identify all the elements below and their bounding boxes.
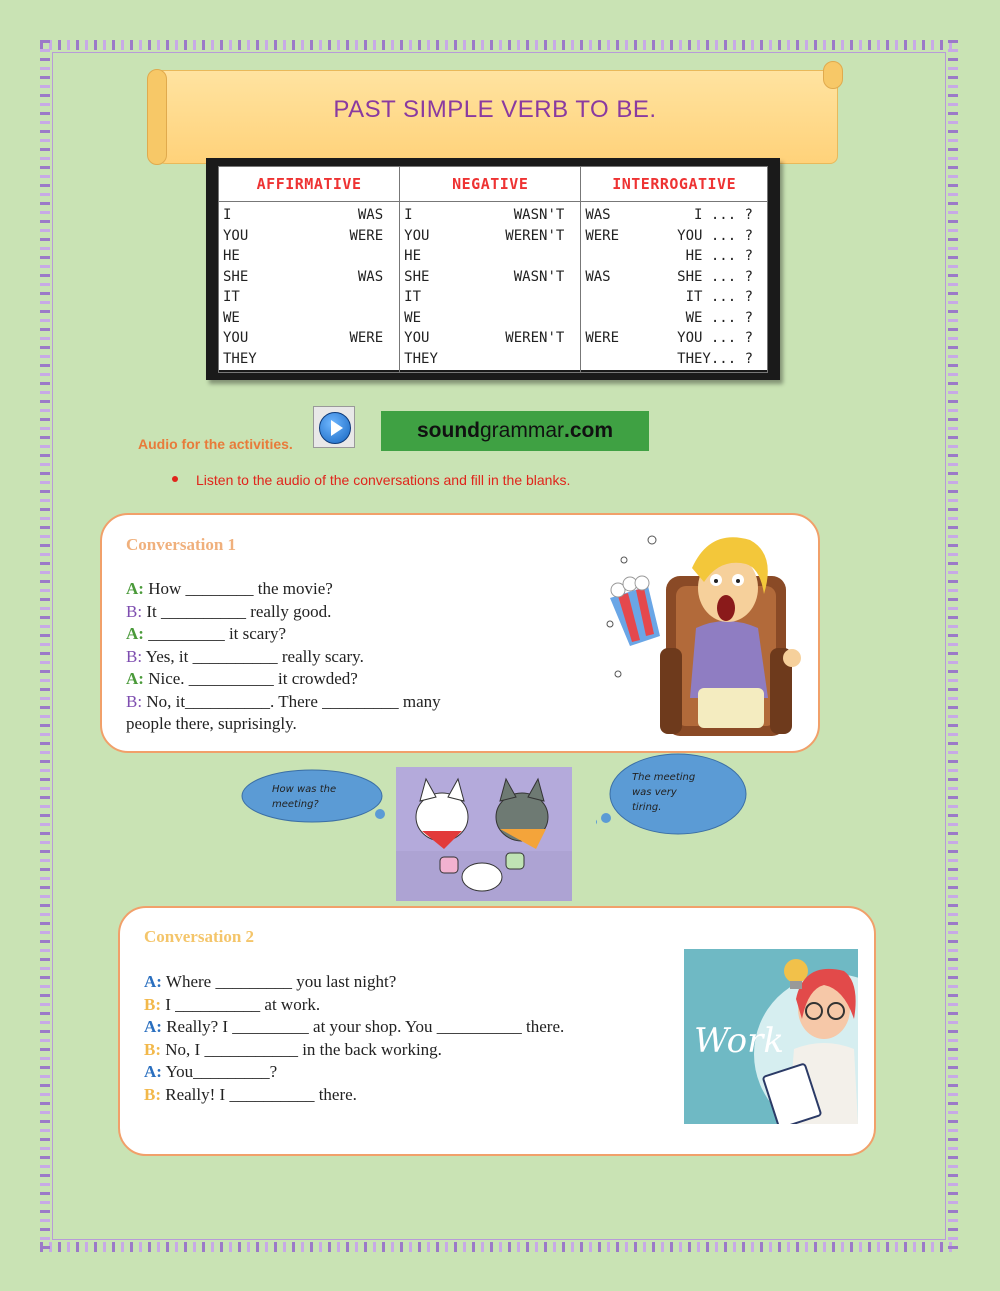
interrogative-row [585, 287, 763, 308]
dialog-line: B: No, it__________. There _________ many [126, 691, 441, 711]
pronoun-cell: SHE [404, 268, 430, 285]
affirmative-row [223, 246, 395, 267]
work-text: Work [694, 1021, 784, 1061]
verb-cell: WAS [357, 268, 384, 285]
pronoun-cell: YOU [223, 227, 249, 244]
verb-cell: THEY... ? [677, 350, 753, 367]
conversation-1-lines [126, 578, 526, 736]
instruction-text: Listen to the audio of the conversations and fill in the blanks. [196, 472, 571, 488]
verb-cell: WERE [349, 227, 384, 244]
pronoun-cell: YOU [404, 330, 430, 346]
pronoun-cell: WE [223, 309, 240, 326]
pronoun-cell: HE [404, 248, 422, 264]
title-scroll-banner [152, 70, 838, 164]
logo-mid: grammar [479, 419, 564, 442]
pronoun-cell: WERE [585, 330, 620, 346]
affirmative-row [223, 349, 395, 370]
negative-row [404, 287, 576, 308]
pronoun-cell: WE [404, 309, 422, 326]
pronoun-cell: THEY [404, 350, 438, 367]
audio-play-button[interactable] [313, 406, 355, 448]
interrogative-row [585, 308, 763, 329]
cats-tea-illustration [396, 767, 572, 901]
pronoun-cell: YOU [404, 227, 430, 244]
verb-cell: WE ... ? [685, 309, 753, 326]
affirmative-row [223, 308, 395, 329]
pronoun-cell: THEY [223, 350, 257, 367]
pronoun-cell: IT [223, 289, 240, 305]
verb-table [218, 166, 768, 373]
header-affirmative: AFFIRMATIVE [219, 167, 400, 202]
conversation-1-title: Conversation 1 [126, 535, 237, 554]
negative-row [404, 349, 576, 370]
verb-cell: YOU ... ? [677, 330, 753, 346]
bubble-right-text: The meeting was very tiring. [632, 772, 696, 813]
interrogative-row [585, 205, 763, 226]
verb-to-be-table-image [206, 158, 780, 380]
dialog-line: A: Really? I _________ at your shop. You __________ there. [144, 1017, 565, 1036]
negative-column [400, 202, 581, 373]
interrogative-row [585, 349, 763, 370]
negative-row [404, 308, 576, 329]
dialog-line: B: No, I ___________ in the back working. [144, 1039, 442, 1059]
negative-row [404, 267, 576, 288]
verb-cell: IT ... ? [685, 289, 753, 305]
dialog-line: B: I __________ at work. [144, 994, 321, 1014]
dialog-line: B: Really! I __________ there. [144, 1084, 357, 1104]
negative-row [404, 205, 576, 226]
dialog-line: B: It __________ really good. [126, 601, 332, 621]
interrogative-row [585, 226, 763, 247]
affirmative-row [223, 205, 395, 226]
verb-cell: WEREN'T [505, 330, 565, 346]
pronoun-cell: SHE [223, 268, 249, 285]
interrogative-row [585, 267, 763, 288]
verb-cell: WASN'T [513, 207, 565, 223]
pronoun-cell: I [223, 207, 232, 223]
dialog-line: A: Where _________ you last night? [144, 972, 397, 991]
pronoun-cell: I [404, 207, 413, 223]
negative-row [404, 246, 576, 267]
bubble-left-text: How was the meeting? [272, 784, 337, 810]
verb-cell: WEREN'T [505, 227, 565, 244]
dialog-continuation: people there, suprisingly. [126, 714, 297, 733]
interrogative-row [585, 328, 763, 349]
affirmative-row [223, 226, 395, 247]
interrogative-row [585, 246, 763, 267]
verb-cell: YOU ... ? [677, 227, 753, 244]
header-interrogative: INTERROGATIVE [581, 167, 768, 202]
pronoun-cell: WAS [585, 207, 611, 223]
verb-cell: I ... ? [693, 207, 753, 223]
popcorn-woman-illustration [600, 528, 810, 740]
pronoun-cell: IT [404, 289, 422, 305]
conversation-2-title: Conversation 2 [144, 927, 255, 946]
dialog-line: A: How ________ the movie? [126, 579, 333, 598]
affirmative-row [223, 267, 395, 288]
affirmative-row [223, 287, 395, 308]
work-illustration [684, 949, 858, 1124]
header-negative: NEGATIVE [400, 167, 581, 202]
instruction-item [172, 472, 570, 488]
affirmative-column [219, 202, 400, 373]
dialog-line: A: _________ it scary? [126, 624, 287, 643]
negative-row [404, 226, 576, 247]
logo-prefix: sound [416, 419, 480, 442]
pronoun-cell: WERE [585, 227, 620, 244]
pronoun-cell: WAS [585, 268, 611, 285]
pronoun-cell: YOU [223, 330, 249, 346]
affirmative-row [223, 328, 395, 349]
dialog-line: A: Nice. __________ it crowded? [126, 669, 358, 688]
conversation-2-lines [144, 971, 664, 1106]
dialog-line: A: You_________? [144, 1062, 278, 1081]
verb-cell: WAS [357, 207, 384, 223]
dialog-line: B: Yes, it __________ really scary. [126, 646, 364, 666]
logo-suffix: .com [564, 419, 614, 442]
interrogative-column [581, 202, 768, 373]
soundgrammar-logo[interactable] [381, 411, 649, 451]
page-title: PAST SIMPLE VERB TO BE. [333, 96, 657, 123]
verb-cell: SHE ... ? [677, 268, 753, 285]
audio-label: Audio for the activities. [138, 436, 293, 452]
verb-cell: HE ... ? [685, 248, 753, 264]
verb-cell: WERE [349, 330, 384, 346]
pronoun-cell: HE [223, 248, 240, 264]
bullet-icon [172, 476, 178, 482]
verb-cell: WASN'T [513, 268, 565, 285]
negative-row [404, 328, 576, 349]
